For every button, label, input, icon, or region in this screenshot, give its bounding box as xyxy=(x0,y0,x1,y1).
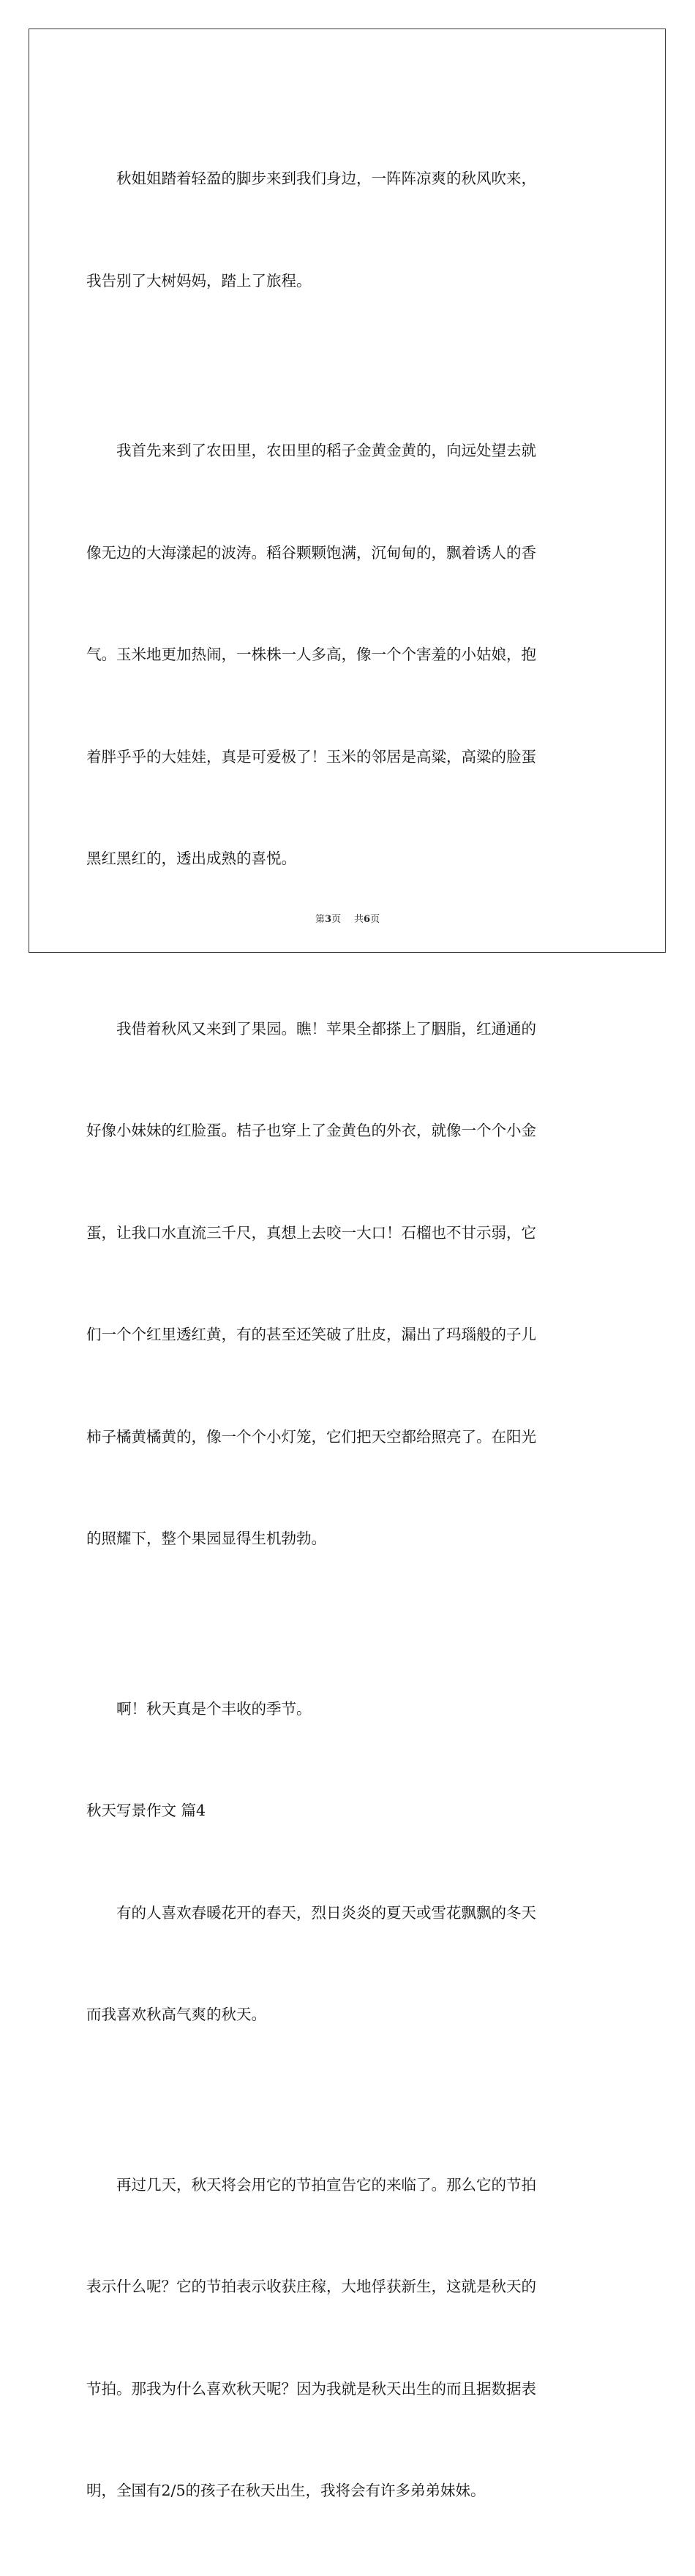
text-line: 着胖乎乎的大娃娃，真是可爱极了！玉米的邻居是高粱，高粱的脸蛋 xyxy=(86,747,536,766)
text-line: 们一个个红里透红黄，有的甚至还笑破了肚皮，漏出了玛瑙般的子儿 xyxy=(86,1326,536,1343)
footer-page-word: 页 xyxy=(331,914,341,925)
text-line: 我告别了大树妈妈，踏上了旅程。 xyxy=(86,271,312,290)
footer-total-prefix: 共 xyxy=(354,914,364,925)
footer-current-page: 3 xyxy=(324,914,331,925)
paragraph-5 xyxy=(86,1828,613,2100)
paragraph-2 xyxy=(86,366,613,944)
paragraph-3 xyxy=(86,944,613,1624)
text-line: 而我喜欢秋高气爽的秋天。 xyxy=(86,2006,266,2023)
text-line: 再过几天，秋天将会用它的节拍宣告它的来临了。那么它的节拍 xyxy=(116,2175,536,2194)
text-line: 有的人喜欢春暖花开的春天，烈日炎炎的夏天或雪花飘飘的冬天 xyxy=(116,1903,536,1922)
text-line: 的照耀下，整个果园显得生机勃勃。 xyxy=(86,1530,326,1547)
text-line: 节拍。那我为什么喜欢秋天呢？因为我就是秋天出生的而且据数据表 xyxy=(86,2379,536,2398)
text-line: 好像小妹妹的红脸蛋。桔子也穿上了金黄色的外衣，就像一个个小金 xyxy=(86,1122,536,1139)
footer-total-pages: 6 xyxy=(364,914,371,925)
text-line: 柿子橘黄橘黄的，像一个个小灯笼，它们把天空都给照亮了。在阳光 xyxy=(86,1427,536,1446)
document-body xyxy=(86,94,613,2576)
footer-prefix: 第 xyxy=(315,914,325,925)
text-line: 啊！秋天真是个丰收的季节。 xyxy=(116,1699,312,1718)
text-line: 明，全国有2/5的孩子在秋天出生，我将会有许多弟弟妹妹。 xyxy=(86,2482,486,2499)
text-line: 我借着秋风又来到了果园。瞧！苹果全都搽上了胭脂，红通通的 xyxy=(116,1019,536,1038)
page-footer xyxy=(0,911,695,925)
section-heading: 秋天写景作文 篇4 xyxy=(86,1802,206,1819)
text-line: 表示什么呢？它的节拍表示收获庄稼，大地俘获新生，这就是秋天的 xyxy=(86,2278,536,2295)
text-line: 我首先来到了农田里，农田里的稻子金黄金黄的，向远处望去就 xyxy=(116,442,536,459)
text-line: 黑红黑红的，透出成熟的喜悦。 xyxy=(86,850,296,867)
text-line: 秋姐姐踏着轻盈的脚步来到我们身边，一阵阵凉爽的秋风吹来， xyxy=(116,170,536,187)
text-line: 气。玉米地更加热闹，一株株一人多高，像一个个害羞的小姑娘，抱 xyxy=(86,646,536,663)
footer-total-suffix: 页 xyxy=(370,914,380,925)
text-line: 像无边的大海漾起的波涛。稻谷颗颗饱满，沉甸甸的，飘着诱人的香 xyxy=(86,543,536,562)
text-line: 蛋，让我口水直流三千尺，真想上去咬一大口！石榴也不甘示弱，它 xyxy=(86,1223,536,1242)
paragraph-1 xyxy=(86,94,613,366)
paragraph-4 xyxy=(86,1624,613,1794)
paragraph-6 xyxy=(86,2100,613,2576)
